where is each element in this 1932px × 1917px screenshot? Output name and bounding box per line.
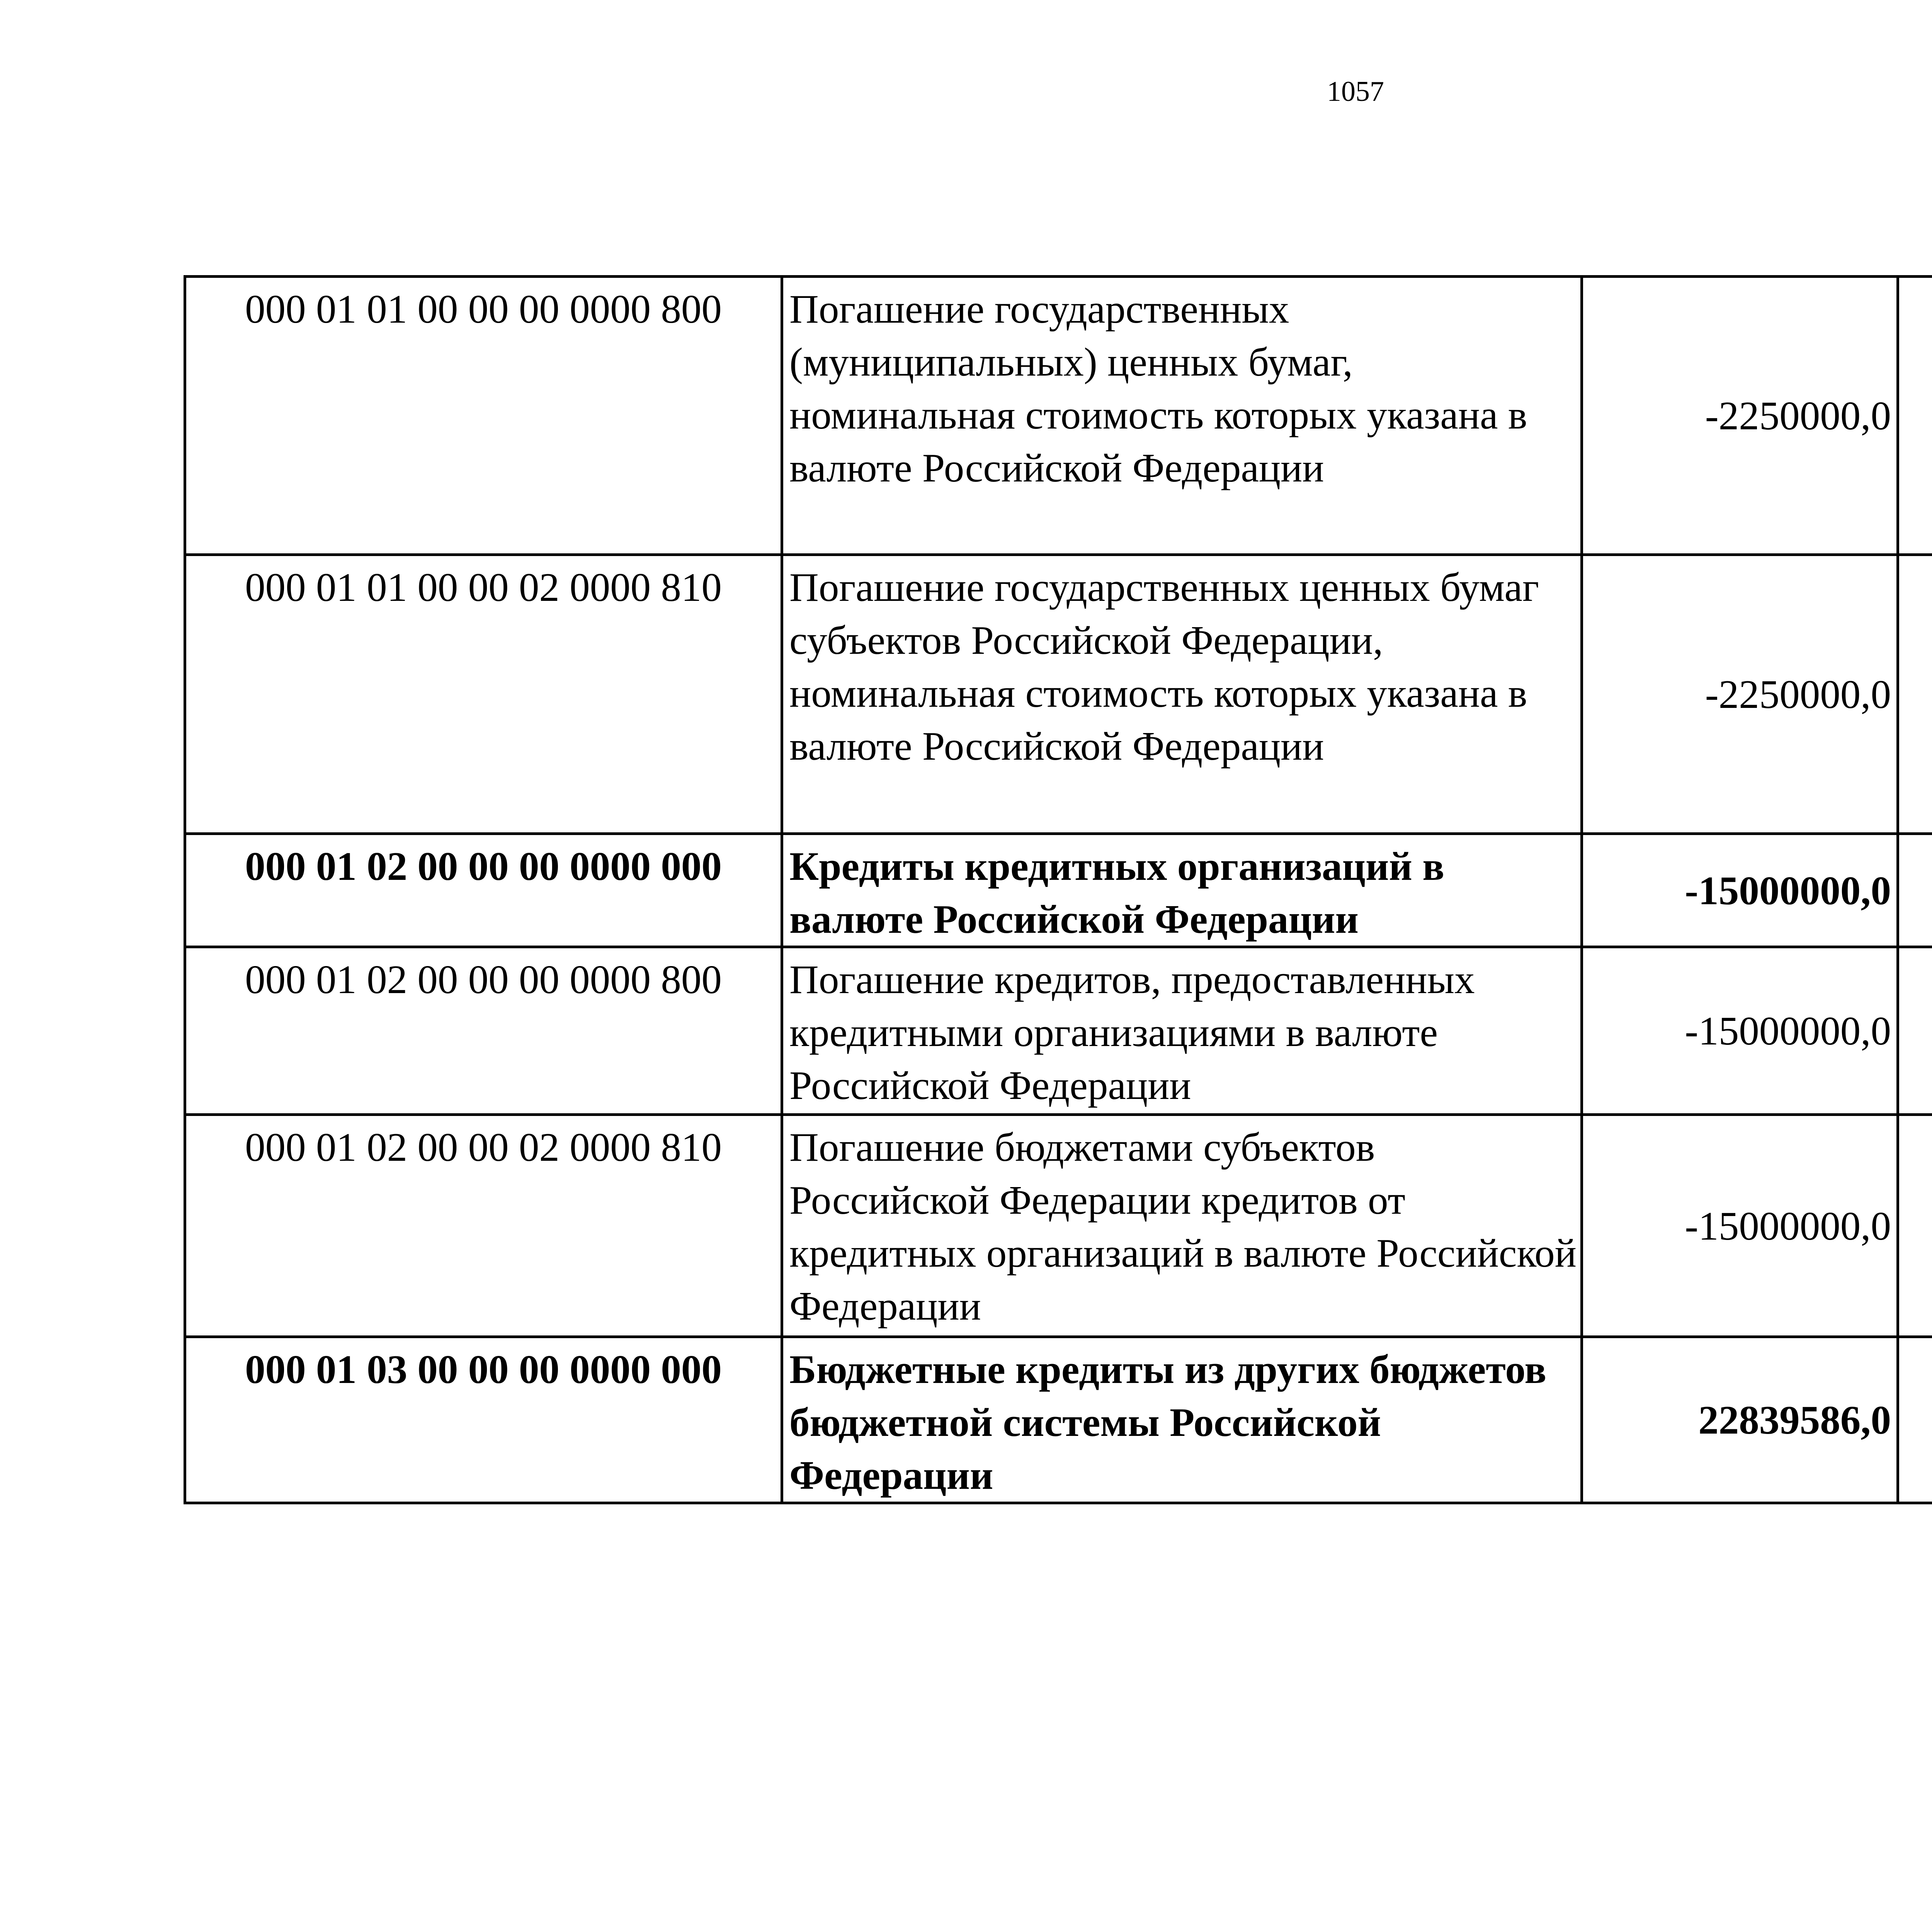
table-row: [185, 555, 1932, 834]
row-name: Кредиты кредитных организаций в валюте Российской Федерации: [782, 834, 1582, 947]
row-value-2: [1898, 555, 1932, 834]
row-name: Погашение государственных ценных бумаг субъектов Российской Федерации, номинальная стоимость которых указана в валюте Российской Федерации: [782, 555, 1582, 834]
row-value-1: -15000000,0: [1582, 947, 1898, 1115]
row-code: 000 01 02 00 00 02 0000 810: [185, 1115, 782, 1337]
row-name: Погашение кредитов, предоставленных кредитными организациями в валюте Российской Федерации: [782, 947, 1582, 1115]
row-value-1: -2250000,0: [1582, 277, 1898, 555]
row-value-1: 22839586,0: [1582, 1337, 1898, 1503]
row-code: 000 01 01 00 00 02 0000 810: [185, 555, 782, 834]
row-value-2: [1898, 277, 1932, 555]
row-name: Погашение бюджетами субъектов Российской Федерации кредитов от кредитных организаций в валюте Российской Федерации: [782, 1115, 1582, 1337]
row-value-1: -2250000,0: [1582, 555, 1898, 834]
row-name: Бюджетные кредиты из других бюджетов бюджетной системы Российской Федерации: [782, 1337, 1582, 1503]
table-row: [185, 1337, 1932, 1503]
row-code: 000 01 02 00 00 00 0000 800: [185, 947, 782, 1115]
row-name: Погашение государственных (муниципальных) ценных бумаг, номинальная стоимость которых указана в валюте Российской Федерации: [782, 277, 1582, 555]
table-row: [185, 277, 1932, 555]
table-row: [185, 1115, 1932, 1337]
row-value-1: -15000000,0: [1582, 1115, 1898, 1337]
row-value-2: [1898, 1337, 1932, 1503]
row-value-2: [1898, 834, 1932, 947]
row-code: 000 01 02 00 00 00 0000 000: [185, 834, 782, 947]
row-code: 000 01 03 00 00 00 0000 000: [185, 1337, 782, 1503]
row-value-1: -15000000,0: [1582, 834, 1898, 947]
budget-sources-table: [184, 275, 1932, 1504]
table-row: [185, 834, 1932, 947]
row-value-2: [1898, 1115, 1932, 1337]
table-row: [185, 947, 1932, 1115]
row-value-2: [1898, 947, 1932, 1115]
row-code: 000 01 01 00 00 00 0000 800: [185, 277, 782, 555]
page-number: 1057: [1327, 76, 1384, 107]
